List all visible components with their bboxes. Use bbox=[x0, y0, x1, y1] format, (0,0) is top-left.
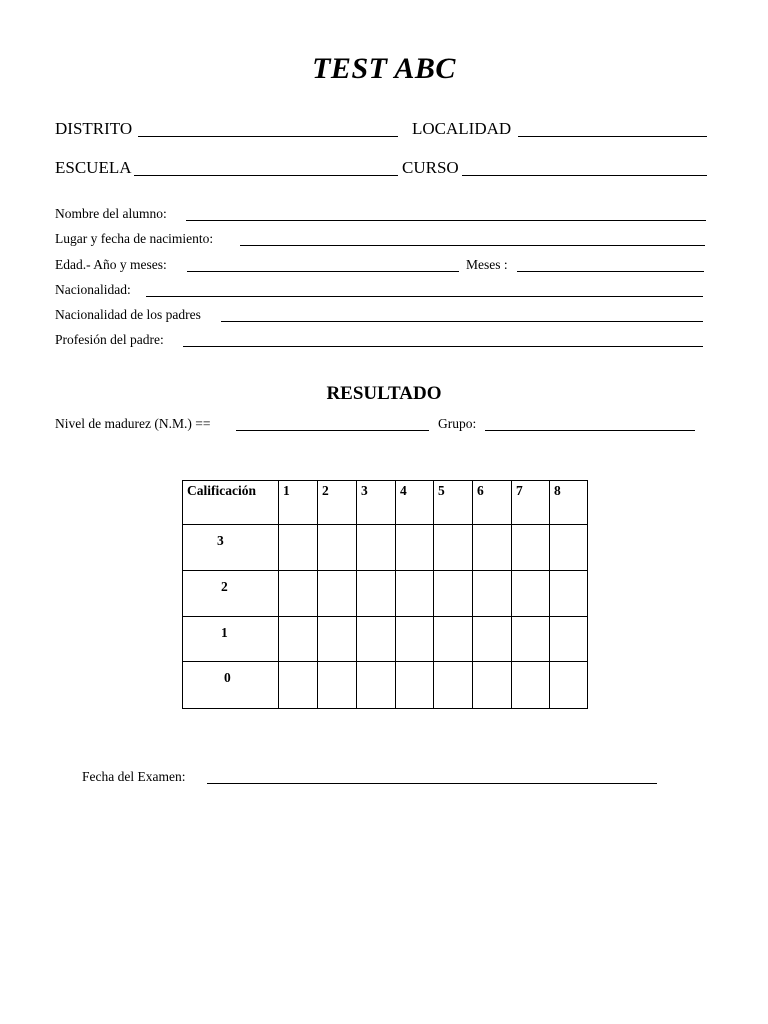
nacionalidad-label: Nacionalidad: bbox=[55, 282, 131, 297]
resultado-heading: RESULTADO bbox=[326, 383, 442, 404]
score-cell[interactable] bbox=[512, 525, 550, 571]
score-cell[interactable] bbox=[357, 571, 396, 617]
score-cell[interactable] bbox=[434, 617, 473, 662]
table-header-row bbox=[183, 481, 588, 525]
score-cell[interactable] bbox=[512, 617, 550, 662]
score-cell[interactable] bbox=[396, 571, 434, 617]
nombre-field[interactable] bbox=[186, 220, 706, 221]
nacionalidad-field[interactable] bbox=[146, 296, 703, 297]
score-cell[interactable] bbox=[473, 617, 512, 662]
score-cell[interactable] bbox=[318, 525, 357, 571]
profesion-field[interactable] bbox=[183, 346, 703, 347]
lugar-fecha-field[interactable] bbox=[240, 245, 705, 246]
score-cell[interactable] bbox=[473, 571, 512, 617]
grupo-label: Grupo: bbox=[438, 416, 477, 431]
column-header: 6 bbox=[473, 481, 512, 525]
score-cell[interactable] bbox=[434, 571, 473, 617]
nombre-label: Nombre del alumno: bbox=[55, 206, 167, 221]
score-cell[interactable] bbox=[550, 525, 588, 571]
row-label: 0 bbox=[183, 662, 279, 709]
score-cell[interactable] bbox=[318, 571, 357, 617]
score-cell[interactable] bbox=[396, 617, 434, 662]
document-title: TEST ABC bbox=[312, 52, 456, 85]
score-cell[interactable] bbox=[473, 525, 512, 571]
table-header-label: Calificación bbox=[183, 481, 279, 525]
table-row bbox=[183, 525, 588, 571]
localidad-field[interactable] bbox=[518, 136, 707, 137]
table-row bbox=[183, 617, 588, 662]
nacionalidad-padres-label: Nacionalidad de los padres bbox=[55, 307, 201, 322]
column-header: 1 bbox=[279, 481, 318, 525]
profesion-label: Profesión del padre: bbox=[55, 332, 164, 347]
column-header: 2 bbox=[318, 481, 357, 525]
score-cell[interactable] bbox=[512, 571, 550, 617]
row-label: 2 bbox=[183, 571, 279, 617]
score-cell[interactable] bbox=[318, 662, 357, 709]
score-cell[interactable] bbox=[512, 662, 550, 709]
score-cell[interactable] bbox=[357, 662, 396, 709]
curso-label: CURSO bbox=[402, 158, 459, 177]
score-cell[interactable] bbox=[279, 571, 318, 617]
row-label: 1 bbox=[183, 617, 279, 662]
score-cell[interactable] bbox=[473, 662, 512, 709]
lugar-fecha-label: Lugar y fecha de nacimiento: bbox=[55, 231, 214, 246]
score-cell[interactable] bbox=[396, 525, 434, 571]
grupo-field[interactable] bbox=[485, 430, 695, 431]
score-cell[interactable] bbox=[357, 525, 396, 571]
escuela-field[interactable] bbox=[134, 175, 398, 176]
table-row bbox=[183, 662, 588, 709]
column-header: 4 bbox=[396, 481, 434, 525]
column-header: 5 bbox=[434, 481, 473, 525]
distrito-label: DISTRITO bbox=[55, 119, 133, 138]
meses-field[interactable] bbox=[517, 271, 704, 272]
row-label: 3 bbox=[183, 525, 279, 571]
score-cell[interactable] bbox=[279, 525, 318, 571]
score-cell[interactable] bbox=[318, 617, 357, 662]
score-cell[interactable] bbox=[279, 617, 318, 662]
score-cell[interactable] bbox=[279, 662, 318, 709]
meses-label: Meses : bbox=[466, 257, 508, 272]
score-cell[interactable] bbox=[550, 662, 588, 709]
fecha-examen-field[interactable] bbox=[207, 783, 657, 784]
score-cell[interactable] bbox=[357, 617, 396, 662]
fecha-examen-label: Fecha del Examen: bbox=[82, 769, 186, 784]
localidad-label: LOCALIDAD bbox=[412, 119, 512, 138]
edad-field[interactable] bbox=[187, 271, 459, 272]
edad-label: Edad.- Año y meses: bbox=[55, 257, 167, 272]
escuela-label: ESCUELA bbox=[55, 158, 132, 177]
nacionalidad-padres-field[interactable] bbox=[221, 321, 703, 322]
column-header: 8 bbox=[550, 481, 588, 525]
nivel-label: Nivel de madurez (N.M.) == bbox=[55, 416, 211, 431]
distrito-field[interactable] bbox=[138, 136, 398, 137]
score-table bbox=[182, 480, 588, 709]
column-header: 7 bbox=[512, 481, 550, 525]
table-row bbox=[183, 571, 588, 617]
score-cell[interactable] bbox=[434, 525, 473, 571]
score-cell[interactable] bbox=[550, 617, 588, 662]
score-cell[interactable] bbox=[550, 571, 588, 617]
curso-field[interactable] bbox=[462, 175, 707, 176]
nivel-field[interactable] bbox=[236, 430, 429, 431]
score-cell[interactable] bbox=[434, 662, 473, 709]
score-cell[interactable] bbox=[396, 662, 434, 709]
column-header: 3 bbox=[357, 481, 396, 525]
